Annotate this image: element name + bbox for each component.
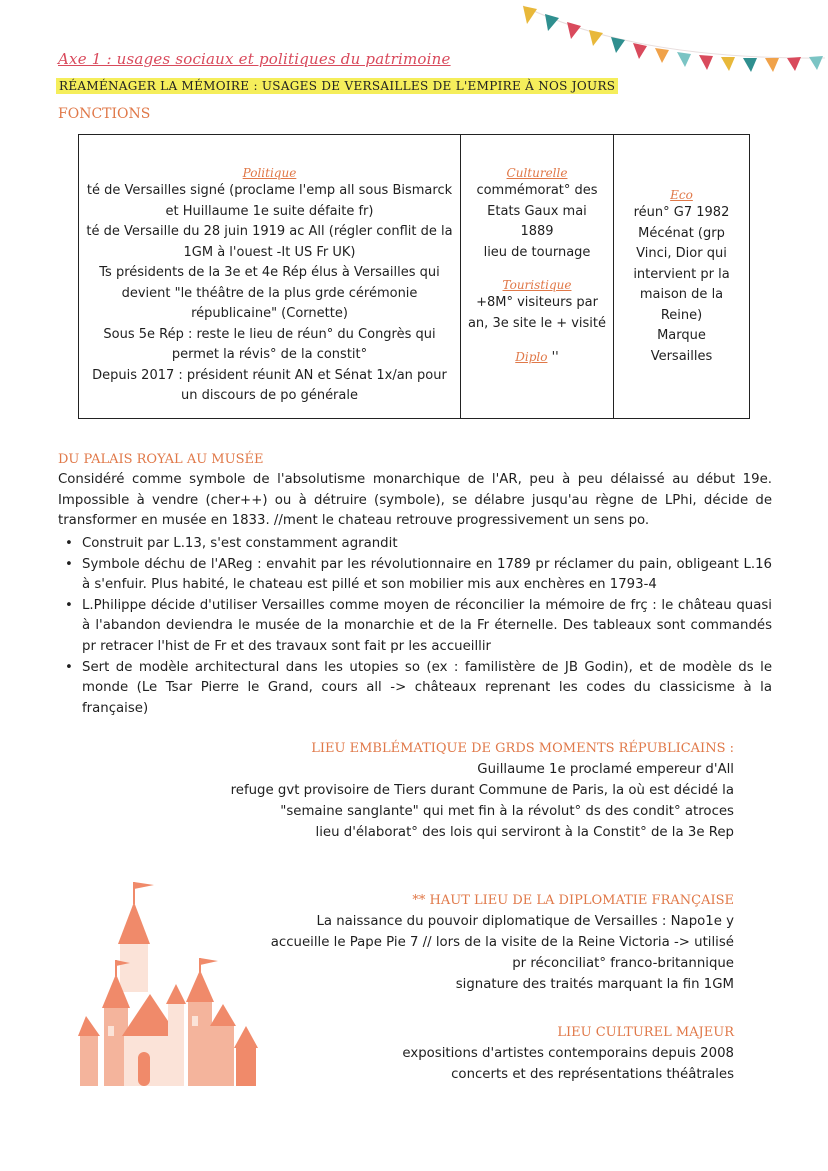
- bunting-flags-icon: [515, 0, 828, 90]
- main-title: RÉAMÉNAGER LA MÉMOIRE : USAGES DE VERSAILLES DE L'EMPIRE À NOS JOURS: [56, 78, 618, 94]
- republicain-line: "semaine sanglante" qui met fin à la révolut° ds des condit° atroces: [280, 804, 734, 819]
- politique-line: té de Versailles signé (proclame l'emp all sous Bismarck: [86, 183, 453, 198]
- eco-column: [614, 135, 749, 418]
- culturelle-line: Etats Gaux mai: [487, 203, 587, 219]
- eco-line: intervient pr la: [633, 266, 730, 282]
- politique-line: un discours de po générale: [181, 388, 358, 403]
- politique-line: républicaine" (Cornette): [191, 306, 348, 321]
- republicain-section: [231, 738, 734, 843]
- diplomatie-line: La naissance du pouvoir diplomatique de Versailles : Napo1e y accueille le Pape Pie 7 // lors de la visite de la Reine Victoria -> utilisé pr réconciliat° franco-britannique: [270, 914, 734, 971]
- culturelle-line: 1889: [520, 224, 554, 239]
- eco-line: Marque: [657, 328, 706, 343]
- palais-bullet-list: [58, 534, 772, 719]
- politique-line: et Huillaume 1e suite défaite fr): [165, 203, 374, 219]
- culturel-line: expositions d'artistes contemporains depuis 2008: [402, 1046, 734, 1061]
- palais-intro: Considéré comme symbole de l'absolutisme monarchique de l'AR, peu à peu délaissé au début 19e. Impossible à vendre (cher++) ou à détruire (symbole), se délabre jusqu'au règne de LPhi, décide de transformer en musée en 1833. //ment le chateau retrouve progressivement un sens po.: [58, 472, 772, 529]
- culturel-line: concerts et des représentations théâtrales: [451, 1067, 734, 1082]
- touristique-heading: Touristique: [502, 278, 572, 292]
- diplomatie-title: ** HAUT LIEU DE LA DIPLOMATIE FRANÇAISE: [412, 893, 734, 908]
- republicain-line: Guillaume 1e proclamé empereur d'All: [477, 762, 734, 777]
- diplomatie-section: [254, 890, 734, 995]
- functions-table: [78, 134, 750, 419]
- eco-line: Vinci, Dior qui: [636, 246, 727, 261]
- eco-line: Reine): [660, 307, 703, 323]
- culturelle-line: lieu de tournage: [483, 244, 591, 260]
- culturelle-line: commémorat° des: [476, 183, 598, 198]
- culturel-section: [402, 1022, 734, 1085]
- list-item: • Sert de modèle architectural dans les utopies so (ex : familistère de JB Godin), et de modèle ds le monde (Le Tsar Pierre le Grand, cours all -> châteaux reprenant les codes du classicisme à la française): [82, 658, 772, 720]
- fonctions-heading: FONCTIONS: [58, 106, 151, 122]
- diplo-heading: Diplo: [515, 350, 548, 364]
- eco-line: Versailles: [650, 348, 713, 364]
- diplo-row: [461, 348, 613, 369]
- list-item: • Construit par L.13, s'est constamment agrandit: [82, 534, 772, 555]
- list-item: • Symbole déchu de l'AReg : envahit par les révolutionnaire en 1789 pr réclamer du pain, obligeant L.16 à s'enfuir. Plus habité, le chateau est pillé et son mobilier mis aux enchères en 1793-4: [82, 555, 772, 596]
- axe-title: Axe 1 : usages sociaux et politiques du patrimoine: [58, 50, 451, 68]
- eco-line: Mécénat (grp: [638, 225, 725, 241]
- culturel-title: LIEU CULTUREL MAJEUR: [557, 1025, 734, 1040]
- politique-heading: Politique: [242, 166, 297, 180]
- republicain-line: refuge gvt provisoire de Tiers durant Commune de Paris, la où est décidé la: [230, 783, 734, 798]
- touristique-line: +8M° visiteurs par: [476, 295, 598, 310]
- palais-section-title: DU PALAIS ROYAL AU MUSÉE: [58, 452, 264, 467]
- culturelle-heading: Culturelle: [506, 166, 568, 180]
- eco-heading: Eco: [670, 188, 693, 202]
- diplo-suffix: '': [547, 350, 559, 365]
- eco-line: maison de la: [639, 287, 724, 302]
- politique-line: permet la révis° de la constit°: [171, 347, 368, 362]
- politique-line: Ts présidents de la 3e et 4e Rép élus à Versailles qui: [99, 265, 440, 280]
- castle-illustration-icon: [78, 876, 268, 1088]
- politique-line: 1GM à l'ouest -It US Fr UK): [183, 244, 356, 260]
- touristique-line: an, 3e site le + visité: [467, 315, 607, 331]
- culturelle-column: [461, 135, 614, 418]
- politique-line: devient "le théâtre de la plus grde cérémonie: [121, 285, 418, 301]
- eco-line: réun° G7 1982: [633, 205, 730, 220]
- politique-line: Sous 5e Rép : reste le lieu de réun° du Congrès qui: [103, 326, 436, 342]
- list-item: • L.Philippe décide d'utiliser Versailles comme moyen de réconcilier la mémoire de frç : le château quasi à l'abandon deviendra le musée de la monarchie et de la Fr éternelle. Des tableaux sont commandés pr retracer l'hist de Fr et des travaux sont fait pr les accueillir: [82, 596, 772, 658]
- diplomatie-line: signature des traités marquant la fin 1GM: [455, 977, 734, 992]
- politique-line: té de Versaille du 28 juin 1919 ac All (régler conflit de la: [86, 224, 453, 239]
- republicain-title: LIEU EMBLÉMATIQUE DE GRDS MOMENTS RÉPUBLICAINS :: [311, 741, 734, 756]
- republicain-line: lieu d'élaborat° des lois qui serviront à la Constit° de la 3e Rep: [315, 825, 734, 840]
- politique-column: [79, 135, 461, 418]
- politique-line: Depuis 2017 : président réunit AN et Sénat 1x/an pour: [92, 367, 447, 383]
